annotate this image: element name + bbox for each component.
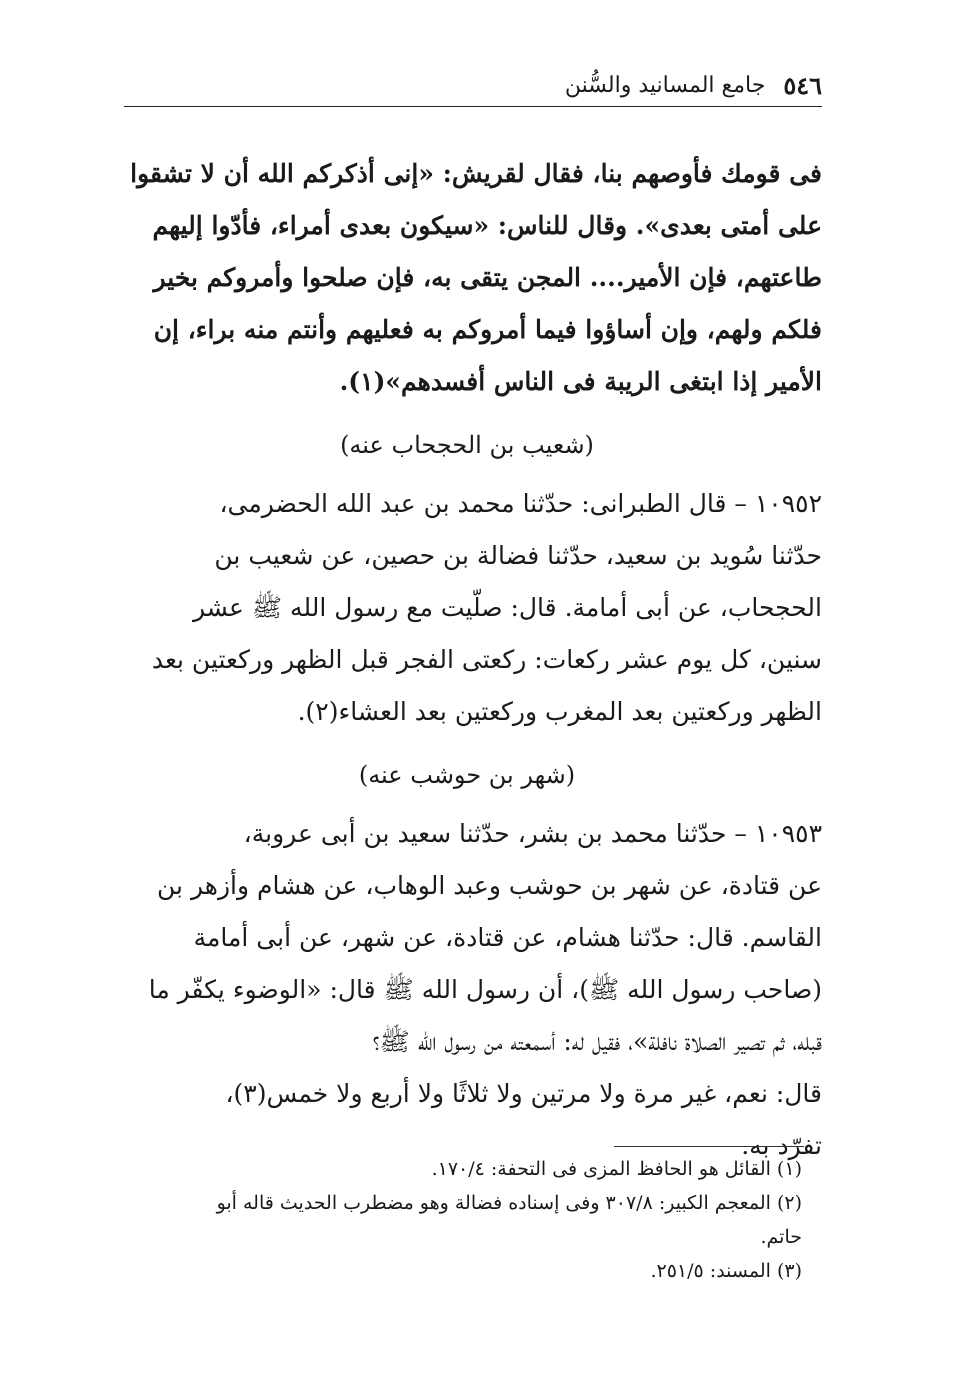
- footnote-2-continuation: حاتم.: [760, 1226, 802, 1248]
- footnote-2: (٢) المعجم الكبير: ٣٠٧/٨ وفى إسناده فضالة وهو مضطرب الحديث قاله أبو: [216, 1192, 802, 1214]
- text-line: طاعتهم، فإن الأمير.... المجن يتقى به، فإن صلحوا وأمروكم بخير: [153, 263, 822, 292]
- text-line: ١٠٩٥٣ – حدّثنا محمد بن بشر، حدّثنا سعيد بن أبى عروبة،: [243, 819, 822, 848]
- page-header: [118, 66, 822, 104]
- running-title: جامع المسانيد والسُّنن: [564, 72, 766, 98]
- text-line: سنين، كل يوم عشر ركعات: ركعتى الفجر قبل الظهر وركعتين بعد: [151, 645, 822, 674]
- text-line: حدّثنا سُويد بن سعيد، حدّثنا فضالة بن حصين، عن شعيب بن: [214, 541, 822, 570]
- section-heading: (شعيب بن الحجحاب عنه): [340, 431, 594, 459]
- text-line: الظهر وركعتين بعد المغرب وركعتين بعد العشاء(٢).: [297, 697, 822, 726]
- text-line: الحجحاب، عن أبى أمامة. قال: صلّيت مع رسول الله ﷺ عشر: [192, 593, 822, 622]
- footnote-1: (١) القائل هو الحافظ المزى فى التحفة: ١٧٠/٤.: [431, 1158, 802, 1180]
- main-text: [112, 148, 822, 1172]
- text-line: تفرّد به.: [741, 1131, 822, 1160]
- hadith-10953: [112, 808, 822, 1172]
- section-heading: (شهر بن حوشب عنه): [358, 761, 576, 789]
- text-line: الأمير إذا ابتغى الريبة فى الناس أفسدهم»(١).: [339, 367, 822, 396]
- footnote-3: (٣) المسند: ٢٥١/٥.: [650, 1260, 802, 1282]
- text-line: قال: نعم، غير مرة ولا مرتين ولا ثلاثًا ولا أربع ولا خمس(٣)،: [225, 1079, 822, 1108]
- paragraph-1: [112, 148, 822, 408]
- text-line: القاسم. قال: حدّثنا هشام، عن قتادة، عن شهر، عن أبى أمامة: [193, 923, 822, 952]
- text-line: (صاحب رسول الله ﷺ)، أن رسول الله ﷺ قال: «الوضوء يكفّر ما: [148, 975, 822, 1004]
- text-line: قبله، ثم تصير الصلاة نافلة»، فقيل له: أسمعته من رسول الله ﷺ؟: [372, 1027, 822, 1056]
- page-number: ٥٤٦: [783, 70, 822, 100]
- text-line: على أمتى بعدى». وقال للناس: «سيكون بعدى أمراء، فأدّوا إليهم: [152, 211, 822, 240]
- hadith-10952: [112, 478, 822, 738]
- footnote-divider: [614, 1146, 804, 1147]
- header-divider: [124, 106, 822, 107]
- text-line: ١٠٩٥٢ – قال الطبرانى: حدّثنا محمد بن عبد الله الحضرمى،: [219, 489, 822, 518]
- text-line: فلكم ولهم، وإن أساؤوا فيما أمروكم به فعليهم وأنتم منه براء، إن: [153, 315, 822, 344]
- footnotes: [112, 1152, 802, 1288]
- text-line: فى قومك فأوصهم بنا، فقال لقريش: «إنى أذكركم الله أن لا تشقوا: [130, 159, 822, 188]
- text-line: عن قتادة، عن شهر بن حوشب وعبد الوهاب، عن هشام وأزهر بن: [157, 871, 822, 900]
